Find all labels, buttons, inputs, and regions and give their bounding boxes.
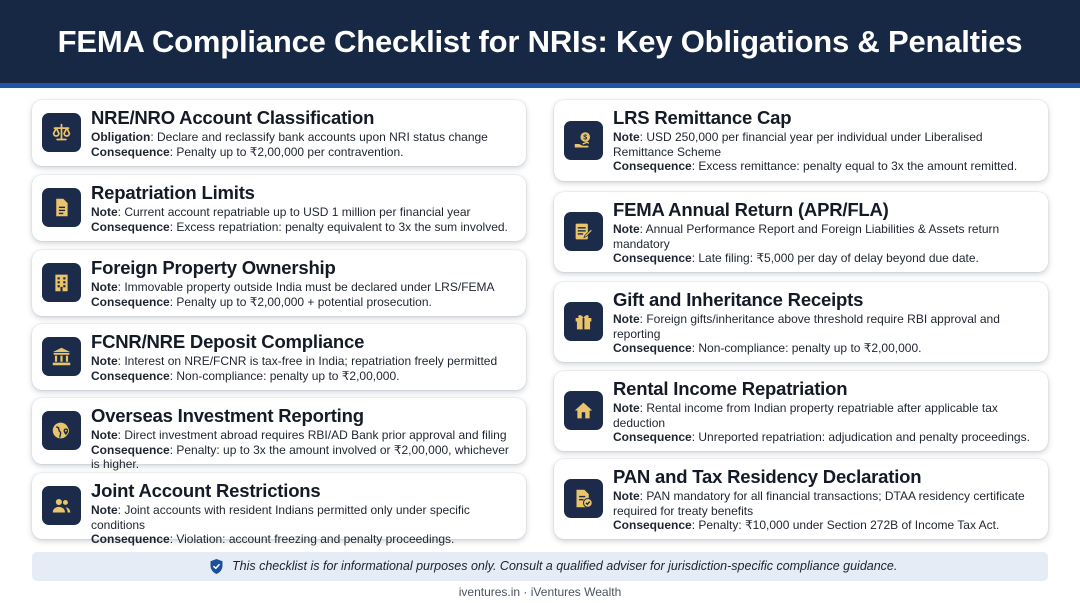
note-text: : Annual Performance Report and Foreign Liabilities & Assets return [639,222,1000,236]
note-label: Note [91,428,118,442]
card-title: Repatriation Limits [91,182,255,203]
note-text-continued: mandatory [613,236,670,251]
consequence-label: Consequence [91,368,170,383]
card-title: FEMA Annual Return (APR/FLA) [613,199,889,220]
note-text: : PAN mandatory for all financial transactions; DTAA residency certificate [639,489,1025,503]
note-text: : Immovable property outside India must be declared under LRS/FEMA [117,280,495,294]
card-title: NRE/NRO Account Classification [91,107,375,128]
note-text-continued: deduction [613,415,666,430]
card-title: PAN and Tax Residency Declaration [613,466,922,487]
globe-location-icon [42,411,81,450]
note-text: : Foreign gifts/inheritance above threshold require RBI approval and [639,312,1000,326]
note-label: Note [91,503,118,517]
footer-credit: iventures.in · iVentures Wealth [458,585,622,599]
checklist-card [32,398,526,471]
consequence-label: Consequence [613,159,692,173]
consequence-text: : Late filing: ₹5,000 per day of delay beyond due date. [691,251,979,265]
card-title: FCNR/NRE Deposit Compliance [91,331,365,352]
building-icon [42,263,81,302]
card-title: Rental Income Repatriation [613,378,848,399]
consequence-label: Consequence [91,144,170,159]
money-hand-icon [564,121,603,160]
obligation-label: Obligation [91,130,151,144]
consequence-label: Consequence [91,294,170,309]
note-label: Note [613,312,640,326]
consequence-text: : Violation: account freezing and penalty proceedings. [169,532,455,546]
note-text: : Rental income from Indian property repatriable after applicable tax [639,401,998,415]
disclaimer-bar [32,552,1048,581]
bank-icon [42,337,81,376]
consequence-label: Consequence [91,532,170,546]
gift-icon [564,302,603,341]
note-text: : Joint accounts with resident Indians permitted only under specific conditions [91,503,470,532]
header-accent-stripe [0,83,1080,88]
note-label: Note [613,222,640,236]
scales-icon [42,113,81,152]
consequence-label: Consequence [613,251,692,265]
note-text: : Direct investment abroad requires RBI/AD Bank prior approval and filing [117,428,507,442]
consequence-text: : Penalty up to ₹2,00,000 per contravention. [169,144,404,159]
consequence-label: Consequence [91,219,170,234]
checklist-card [32,175,526,241]
consequence-label: Consequence [613,341,692,355]
users-icon [42,486,81,525]
document-icon [42,188,81,227]
consequence-text: : Excess repatriation: penalty equivalent to 3x the sum involved. [169,219,508,234]
note-text: : USD 250,000 per financial year per individual under Liberalised [639,130,983,144]
card-title: Joint Account Restrictions [91,480,321,501]
checklist-card [554,282,1048,362]
card-title: Gift and Inheritance Receipts [613,289,864,310]
note-label: Note [91,280,118,294]
consequence-text: : Penalty up to ₹2,00,000 + potential prosecution. [169,294,432,309]
page-title: FEMA Compliance Checklist for NRIs: Key Obligations & Penalties [57,24,1023,59]
note-label: Note [613,401,640,415]
form-edit-icon [564,212,603,251]
card-title: Foreign Property Ownership [91,257,336,278]
document-check-icon [564,479,603,518]
note-text-continued: Remittance Scheme [613,144,722,159]
consequence-text: : Penalty: ₹10,000 under Section 272B of Income Tax Act. [691,518,1000,532]
consequence-text: : Non-compliance: penalty up to ₹2,00,000. [169,368,400,383]
shield-check-icon [209,558,224,575]
checklist-card [554,100,1048,181]
house-icon [564,391,603,430]
note-text-continued: required for treaty benefits [613,503,754,518]
consequence-text: : Excess remittance: penalty equal to 3x the amount remitted. [691,159,1018,173]
note-text: : Interest on NRE/FCNR is tax-free in India; repatriation freely permitted [117,354,498,368]
note-label: Note [613,489,640,503]
consequence-text: : Penalty: up to 3x the amount involved or ₹2,00,000, whichever is higher. [91,442,509,471]
note-text-continued: reporting [613,326,661,341]
note-text: : Current account repatriable up to USD 1 million per financial year [117,205,471,219]
card-title: LRS Remittance Cap [613,107,792,128]
consequence-text: : Non-compliance: penalty up to ₹2,00,000. [691,341,922,355]
disclaimer-text: This checklist is for informational purposes only. Consult a qualified adviser for jurisdiction-specific compliance guidance. [232,559,898,573]
svg-text:$: $ [583,134,588,142]
note-label: Note [613,130,640,144]
consequence-label: Consequence [613,430,692,444]
card-title: Overseas Investment Reporting [91,405,364,426]
checklist-card [554,192,1048,272]
consequence-label: Consequence [91,442,170,457]
consequence-text: : Unreported repatriation: adjudication and penalty proceedings. [691,430,1030,444]
checklist-card [554,459,1048,539]
checklist-card [32,324,526,390]
consequence-label: Consequence [613,518,692,532]
obligation-text: : Declare and reclassify bank accounts upon NRI status change [150,130,488,144]
checklist-card [32,100,526,166]
checklist-card [32,250,526,316]
checklist-card [554,371,1048,451]
note-label: Note [91,354,118,368]
note-label: Note [91,205,118,219]
checklist-card [32,473,526,546]
